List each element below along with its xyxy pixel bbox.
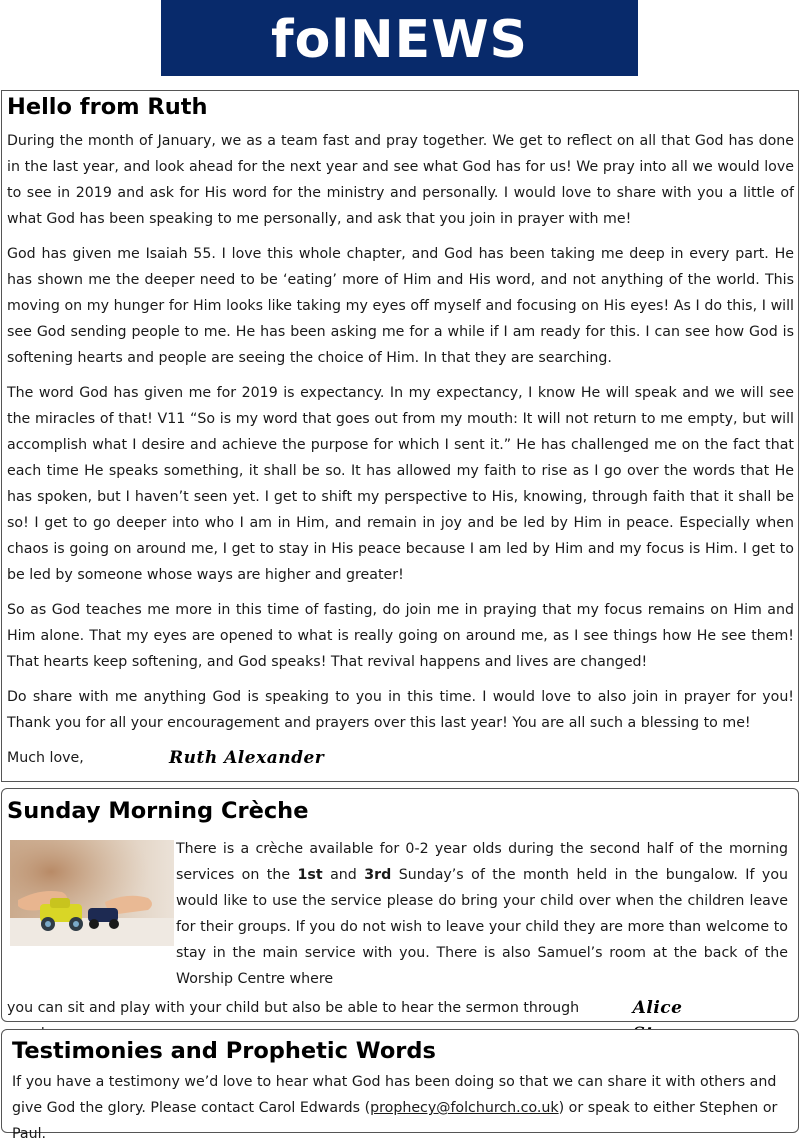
toy-car-image bbox=[10, 840, 174, 946]
section-heading: Sunday Morning Crèche bbox=[7, 798, 309, 824]
bold-third: 3rd bbox=[364, 867, 392, 883]
paragraph: So as God teaches me more in this time of fasting, do join me in praying that my focus remains on Him and Him alone. That my eyes are opened to what is really going on around me, as I see things how He see them! That hearts keep softening, and God speaks! That revival happens and lives are changed! bbox=[7, 602, 794, 670]
text-run: ) or speak to either Stephen or Paul. bbox=[12, 1100, 778, 1142]
creche-body bbox=[2, 836, 798, 1047]
newsletter-masthead bbox=[161, 0, 638, 76]
text-run: Sunday’s of the month held in the bungalow. If you would like to use the service please do bring your child over when the children leave for their groups. If you do not wish to leave your child they are more than welcome to stay in the main service with you. There is also Samuel’s room at the back of the Worship Centre where bbox=[176, 867, 788, 987]
signature: Ruth Alexander bbox=[169, 748, 325, 768]
paragraph: Do share with me anything God is speaking to you in this time. I would love to also join in prayer for you! Thank you for all your encouragement and prayers over this last year! You are all such a blessing to me! bbox=[7, 689, 794, 731]
closing-text: Much love, bbox=[7, 750, 84, 766]
text-run: There is a crèche available for 0-2 year olds during the second half of the morning services on the bbox=[176, 841, 788, 883]
child-playing-photo bbox=[10, 840, 174, 946]
testimonies-section bbox=[1, 1029, 799, 1142]
hello-from-ruth-section bbox=[1, 90, 799, 782]
email-link[interactable]: prophecy@folchurch.co.uk bbox=[370, 1100, 559, 1116]
creche-description bbox=[176, 836, 798, 992]
text-run: you can sit and play with your child but also be able to hear the sermon through bbox=[7, 1000, 580, 1016]
masthead-title: folNEWS bbox=[270, 10, 529, 70]
creche-section bbox=[1, 788, 799, 1022]
paragraph: During the month of January, we as a team fast and pray together. We get to reflect on all that God has done in the last year, and look ahead for the next year and see what God has for us! We pray into all we would love to see in 2019 and ask for His word for the ministry and personally. I would love to share with you a little of what God has been speaking to me personally, and ask that you join in prayer with me! bbox=[7, 133, 794, 227]
text-run: If you have a testimony we’d love to hear what God has been doing so that we can share it with others and give God the glory. Please contact Carol Edwards ( bbox=[12, 1074, 777, 1116]
sign-off bbox=[2, 745, 798, 771]
text-run: and bbox=[322, 867, 365, 883]
section-heading: Testimonies and Prophetic Words bbox=[12, 1038, 436, 1064]
paragraph: The word God has given me for 2019 is expectancy. In my expectancy, I know He will speak and we will see the miracles of that! V11 “So is my word that goes out from my mouth: It will not return to me empty, but will accomplish what I desire and achieve the purpose for which I sent it.” He has challenged me on the fact that each time He speaks something, it shall be so. It has allowed my faith to rise as I go over the words that He has spoken, but I haven’t seen yet. I get to shift my perspective to His, knowing, through faith that it shall be so! I get to go deeper into who I am in Him, and remain in joy and be led by Him in peace. Especially when chaos is going on around me, I get to stay in His peace because I am led by Him and my focus is Him. I get to be led by someone whose ways are higher and greater! bbox=[7, 385, 794, 583]
paragraph: God has given me Isaiah 55. I love this whole chapter, and God has been taking me deep in every part. He has shown me the deeper need to be ‘eating’ more of Him and His word, and not anything of the world. This moving on my hunger for Him looks like taking my eyes off myself and focusing on His eyes! As I do this, I will see God sending people to me. He has been asking me for a while if I am ready for this. I can see how God is softening hearts and people are seeing the choice of Him. In that they are searching. bbox=[7, 246, 794, 366]
bold-first: 1st bbox=[297, 867, 323, 883]
section-heading: Hello from Ruth bbox=[7, 94, 208, 120]
signature: Alice bbox=[632, 998, 683, 1018]
